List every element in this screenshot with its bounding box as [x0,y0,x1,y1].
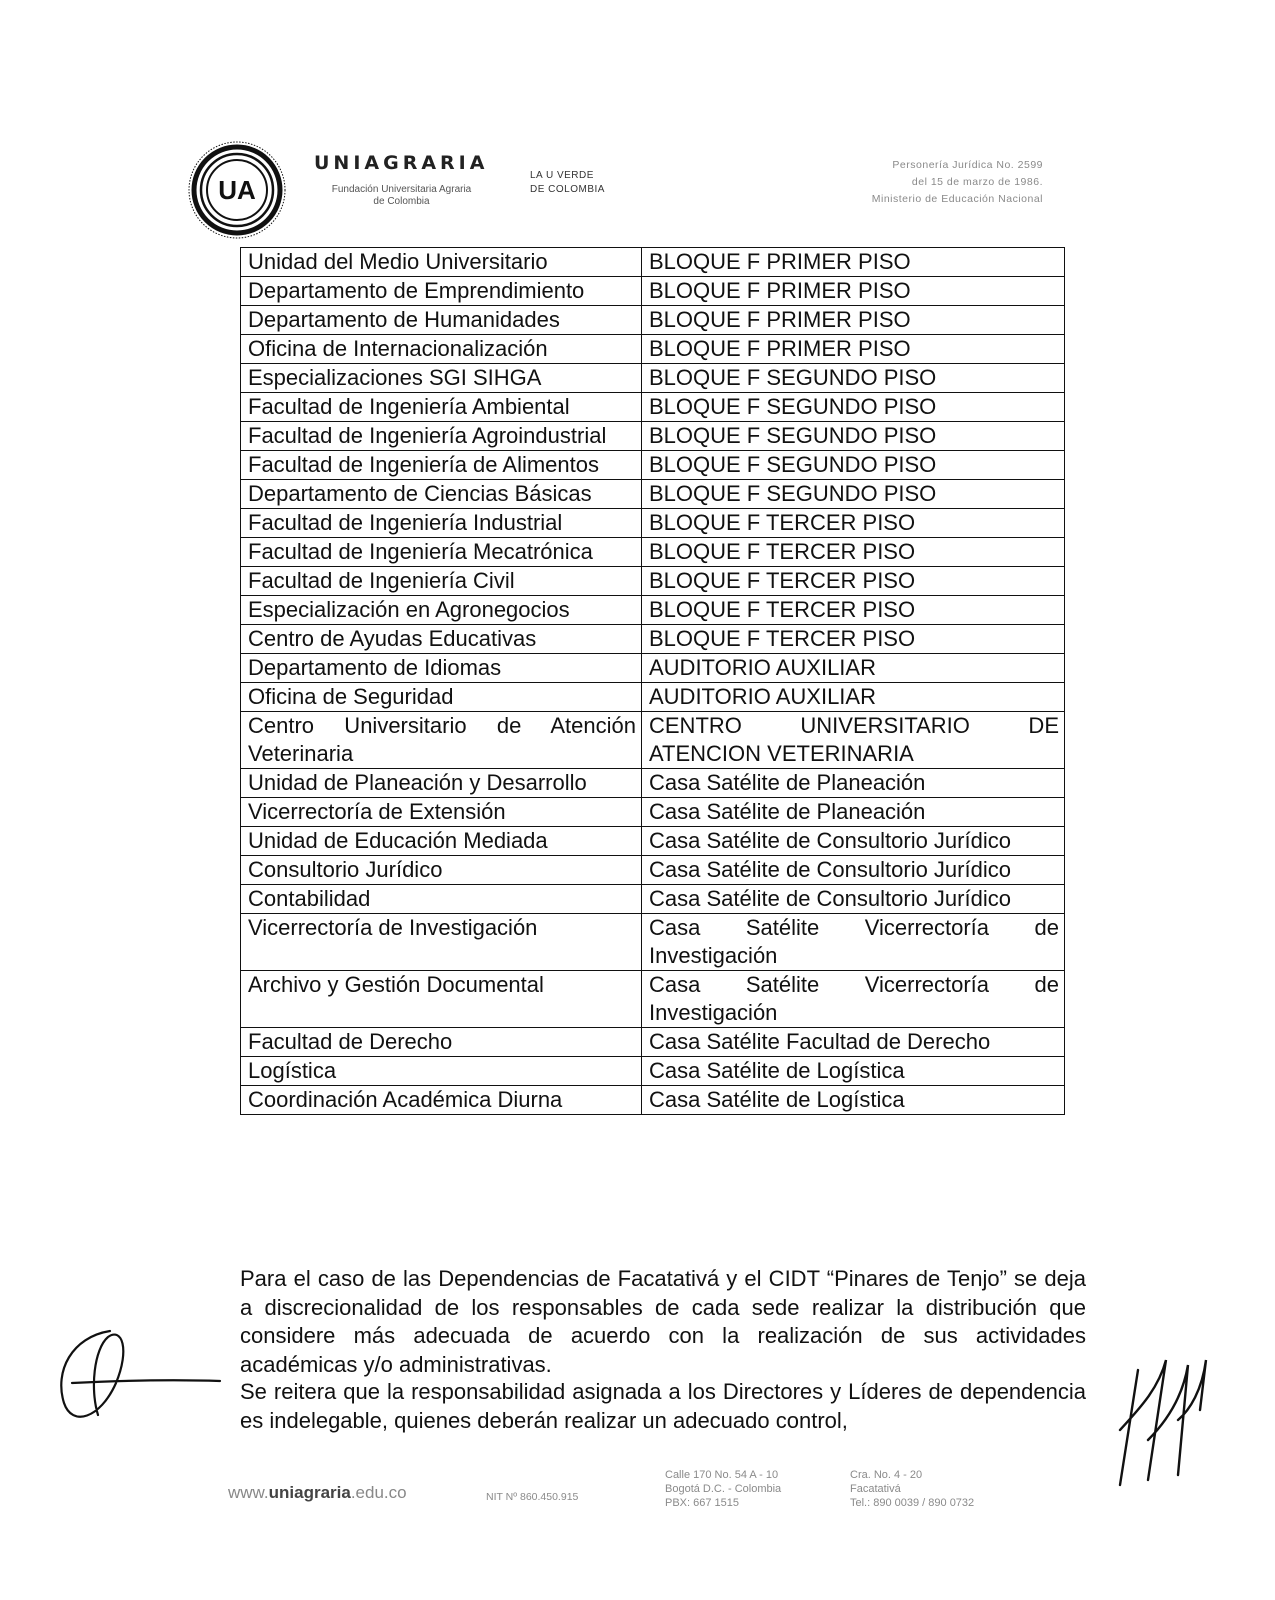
table-row [241,625,1065,654]
dependency-cell: Especialización en Agronegocios [241,596,642,625]
dependency-cell: Facultad de Ingeniería Mecatrónica [241,538,642,567]
location-cell: BLOQUE F SEGUNDO PISO [642,451,1065,480]
table-row [241,1086,1065,1115]
table-row [241,248,1065,277]
location-cell: BLOQUE F SEGUNDO PISO [642,364,1065,393]
location-cell: BLOQUE F PRIMER PISO [642,306,1065,335]
dependency-cell: Centro de Ayudas Educativas [241,625,642,654]
dependency-cell: Facultad de Derecho [241,1028,642,1057]
legal-line-3: Ministerio de Educación Nacional [871,193,1043,205]
dependency-location-table [240,247,1065,1115]
table-row [241,393,1065,422]
location-cell: BLOQUE F TERCER PISO [642,538,1065,567]
location-cell: Casa Satélite de Consultorio Jurídico [642,885,1065,914]
dependency-cell: Facultad de Ingeniería de Alimentos [241,451,642,480]
footer-address-1-line-1: Calle 170 No. 54 A - 10 [665,1469,779,1481]
table-row [241,1057,1065,1086]
table-row [241,1028,1065,1057]
dependency-cell: Vicerrectoría de Extensión [241,798,642,827]
location-cell: BLOQUE F SEGUNDO PISO [642,393,1065,422]
location-cell: Casa Satélite Vicerrectoría de Investigación [642,971,1065,1028]
legal-line-2: del 15 de marzo de 1986. [911,176,1043,188]
dependency-cell: Facultad de Ingeniería Civil [241,567,642,596]
dependency-cell: Departamento de Ciencias Básicas [241,480,642,509]
footer-address-2-line-3: Tel.: 890 0039 / 890 0732 [850,1497,975,1509]
location-cell: Casa Satélite Vicerrectoría de Investigación [642,914,1065,971]
location-cell: AUDITORIO AUXILIAR [642,683,1065,712]
paragraph-facatativa-tenjo: Para el caso de las Dependencias de Facatativá y el CIDT “Pinares de Tenjo” se deja a discrecionalidad de los responsables de cada sede realizar la distribución que considere más adecuada de acuerdo con la realización de sus actividades académicas y/o administrativas. [240,1266,1086,1377]
location-cell: BLOQUE F PRIMER PISO [642,335,1065,364]
dependency-cell: Unidad del Medio Universitario [241,248,642,277]
table-row [241,914,1065,971]
footer-address-1-line-3: PBX: 667 1515 [665,1497,740,1509]
footer-address-2-line-2: Facatativá [850,1483,901,1495]
dependency-cell: Facultad de Ingeniería Industrial [241,509,642,538]
slogan [530,169,605,197]
brand-subtitle [314,184,489,208]
dependency-cell: Facultad de Ingeniería Agroindustrial [241,422,642,451]
table-row [241,422,1065,451]
table-row [241,451,1065,480]
table-row [241,335,1065,364]
table-row [241,538,1065,567]
table-body [241,248,1065,1115]
paragraph-responsibility: Se reitera que la responsabilidad asignada a los Directores y Líderes de dependencia es indelegable, quienes deberán realizar un adecuado control, [240,1379,1086,1433]
table-row [241,712,1065,769]
location-cell: Casa Satélite de Logística [642,1057,1065,1086]
dependency-cell: Facultad de Ingeniería Ambiental [241,393,642,422]
table-row [241,480,1065,509]
dependency-cell: Especializaciones SGI SIHGA [241,364,642,393]
brand-block [314,152,489,208]
slogan-line-1: LA U VERDE [530,170,594,181]
footer-web-bold: uniagraria [268,1483,351,1502]
brand-name: UNIAGRARIA [314,152,489,174]
location-cell: Casa Satélite Facultad de Derecho [642,1028,1065,1057]
table-row [241,856,1065,885]
footer-address-bogota [665,1468,781,1510]
dependency-cell: Unidad de Planeación y Desarrollo [241,769,642,798]
table-row [241,971,1065,1028]
location-cell: Casa Satélite de Planeación [642,769,1065,798]
footer-web-prefix: www. [228,1483,269,1502]
dependency-cell: Unidad de Educación Mediada [241,827,642,856]
footer-website [228,1483,407,1502]
table-row [241,306,1065,335]
table-row [241,364,1065,393]
dependency-cell: Archivo y Gestión Documental [241,971,642,1028]
location-cell: BLOQUE F TERCER PISO [642,596,1065,625]
table-row [241,683,1065,712]
dependency-cell: Oficina de Seguridad [241,683,642,712]
table-row [241,509,1065,538]
location-cell: CENTRO UNIVERSITARIO DE ATENCION VETERINARIA [642,712,1065,769]
location-cell: BLOQUE F SEGUNDO PISO [642,480,1065,509]
footer-address-facatativa [850,1468,974,1510]
location-cell: BLOQUE F TERCER PISO [642,625,1065,654]
dependency-cell: Coordinación Académica Diurna [241,1086,642,1115]
brand-subtitle-line-1: Fundación Universitaria Agraria [331,184,472,195]
uniagraria-seal-logo [187,140,287,240]
dependency-cell: Vicerrectoría de Investigación [241,914,642,971]
location-cell: BLOQUE F TERCER PISO [642,567,1065,596]
footer-address-2-line-1: Cra. No. 4 - 20 [850,1469,923,1481]
dependency-cell: Departamento de Emprendimiento [241,277,642,306]
table-row [241,769,1065,798]
footer-address-1-line-2: Bogotá D.C. - Colombia [665,1483,782,1495]
logo-letters: UA [218,175,256,205]
slogan-line-2: DE COLOMBIA [530,184,605,195]
location-cell: AUDITORIO AUXILIAR [642,654,1065,683]
dependency-cell: Logística [241,1057,642,1086]
table-row [241,567,1065,596]
location-cell: Casa Satélite de Planeación [642,798,1065,827]
location-cell: BLOQUE F PRIMER PISO [642,248,1065,277]
location-cell: Casa Satélite de Logística [642,1086,1065,1115]
legal-registration [872,157,1043,208]
table-row [241,827,1065,856]
dependency-cell: Departamento de Humanidades [241,306,642,335]
brand-subtitle-line-2: de Colombia [373,196,430,207]
table-row [241,798,1065,827]
location-cell: BLOQUE F PRIMER PISO [642,277,1065,306]
legal-line-1: Personería Jurídica No. 2599 [892,159,1043,171]
dependency-cell: Oficina de Internacionalización [241,335,642,364]
location-cell: Casa Satélite de Consultorio Jurídico [642,856,1065,885]
handwritten-signature-right [1108,1350,1218,1490]
table-row [241,885,1065,914]
dependency-cell: Departamento de Idiomas [241,654,642,683]
table-row [241,596,1065,625]
dependency-cell: Centro Universitario de Atención Veterinaria [241,712,642,769]
footer-nit: NIT Nº 860.450.915 [486,1491,579,1503]
handwritten-signature-left [52,1323,222,1438]
location-cell: BLOQUE F TERCER PISO [642,509,1065,538]
footer-web-suffix: .edu.co [350,1483,407,1502]
dependency-cell: Consultorio Jurídico [241,856,642,885]
table-row [241,277,1065,306]
location-cell: Casa Satélite de Consultorio Jurídico [642,827,1065,856]
dependency-cell: Contabilidad [241,885,642,914]
table-row [241,654,1065,683]
location-cell: BLOQUE F SEGUNDO PISO [642,422,1065,451]
